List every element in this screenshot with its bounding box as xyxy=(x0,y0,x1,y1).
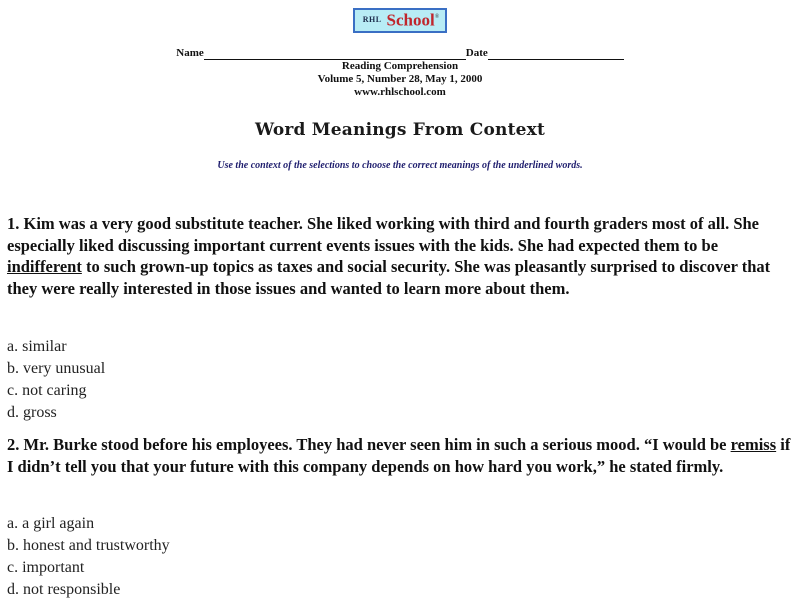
registered-mark: ® xyxy=(434,14,440,20)
question-number: 1. xyxy=(7,214,20,233)
underlined-word: remiss xyxy=(730,435,777,454)
subject-line: Reading Comprehension xyxy=(341,60,459,72)
option-d: d. not responsible xyxy=(7,581,121,598)
question-text-before: Kim was a very good substitute teacher. She liked working with third and fourth graders most of all. She especially liked discussing important current events issues with the kids. She had expected them to be xyxy=(7,214,759,255)
question-2-options xyxy=(7,513,170,600)
option-d: d. gross xyxy=(7,404,57,421)
question-1 xyxy=(7,213,797,299)
rhl-school-logo xyxy=(353,8,448,33)
date-label: Date xyxy=(465,47,488,59)
logo-container xyxy=(0,8,800,33)
underlined-word: indifferent xyxy=(7,257,82,276)
worksheet-header xyxy=(0,46,800,99)
option-b: b. very unusual xyxy=(7,360,106,377)
name-label: Name xyxy=(176,47,204,59)
question-number: 2. xyxy=(7,435,20,454)
date-blank-line xyxy=(488,48,624,60)
name-blank-line xyxy=(204,48,466,60)
website-line: www.rhlschool.com xyxy=(354,86,446,98)
issue-line: Volume 5, Number 28, May 1, 2000 xyxy=(317,73,483,85)
option-b: b. honest and trustworthy xyxy=(7,537,170,554)
question-1-options xyxy=(7,336,105,424)
option-a: a. a girl again xyxy=(7,515,95,532)
logo-prefix: RHL xyxy=(362,15,382,25)
instructions: Use the context of the selections to choose the correct meanings of the underlined words. xyxy=(217,160,583,171)
option-c: c. not caring xyxy=(7,382,87,399)
page-title: Word Meanings From Context xyxy=(254,120,546,140)
option-a: a. similar xyxy=(7,338,67,355)
question-2 xyxy=(7,434,797,477)
question-text-after: if I didn’t tell you that your future with this company depends on how hard you work,” he stated firmly. xyxy=(7,435,791,476)
question-text-after: to such grown-up topics as taxes and social security. She was pleasantly surprised to discover that they were really interested in those issues and wanted to learn more about them. xyxy=(7,257,771,298)
logo-name: School xyxy=(386,10,435,30)
question-text-before: Mr. Burke stood before his employees. They had never seen him in such a serious mood. “I would be xyxy=(23,435,731,454)
option-c: c. important xyxy=(7,559,85,576)
name-date-row xyxy=(0,46,800,60)
